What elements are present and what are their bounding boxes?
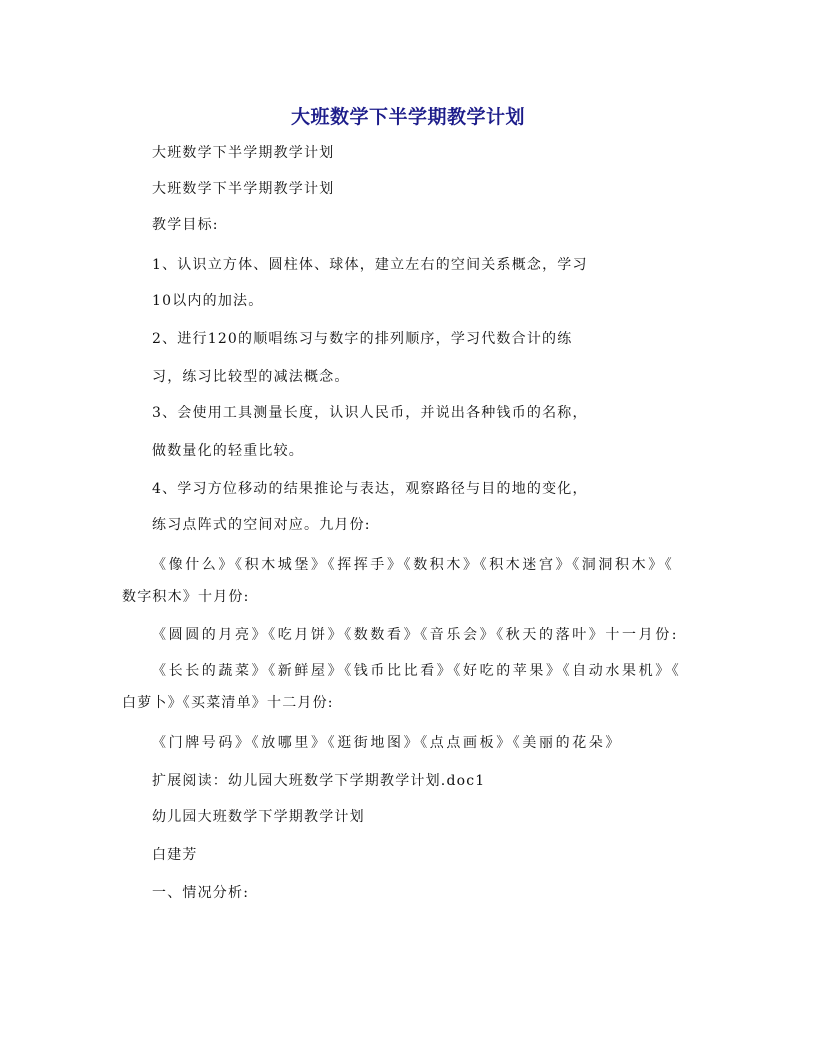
text-line: 大班数学下半学期教学计划 <box>152 181 335 197</box>
text-line: 习，练习比较型的减法概念。 <box>152 369 350 385</box>
text-line: 《门牌号码》《放哪里》《逛街地图》《点点画板》《美丽的花朵》 <box>152 735 622 751</box>
text-line: 一、情况分析: <box>152 885 250 901</box>
text-line: 白建芳 <box>152 847 198 863</box>
text-line: 幼儿园大班数学下学期教学计划 <box>152 809 365 825</box>
text-line: 1、认识立方体、圆柱体、球体，建立左右的空间关系概念，学习 <box>152 257 588 273</box>
text-line: 练习点阵式的空间对应。九月份: <box>152 517 371 533</box>
text-line: 扩展阅读：幼儿园大班数学下学期教学计划.doc1 <box>152 773 486 789</box>
text-line: 大班数学下半学期教学计划 <box>152 145 335 161</box>
text-line: 《长长的蔬菜》《新鲜屋》《钱币比比看》《好吃的苹果》《自动水果机》《 <box>152 663 682 679</box>
text-line: 《像什么》《积木城堡》《挥挥手》《数积木》《积木迷宫》《洞洞积木》《 <box>152 557 675 573</box>
text-line: 10以内的加法。 <box>152 293 264 309</box>
text-line: 《圆圆的月亮》《吃月饼》《数数看》《音乐会》《秋天的落叶》十一月份: <box>152 627 680 643</box>
text-line: 白萝卜》《买菜清单》十二月份: <box>122 695 334 711</box>
text-line: 3、会使用工具测量长度，认识人民币，并说出各种钱币的名称， <box>152 405 588 421</box>
text-line: 4、学习方位移动的结果推论与表达，观察路径与目的地的变化， <box>152 481 588 497</box>
text-line: 教学目标: <box>152 217 219 233</box>
text-line: 数字积木》十月份: <box>122 589 250 605</box>
text-line: 做数量化的轻重比较。 <box>152 443 304 459</box>
document-title: 大班数学下半学期教学计划 <box>290 106 525 128</box>
text-line: 2、进行120的顺唱练习与数字的排列顺序，学习代数合计的练 <box>152 331 573 347</box>
